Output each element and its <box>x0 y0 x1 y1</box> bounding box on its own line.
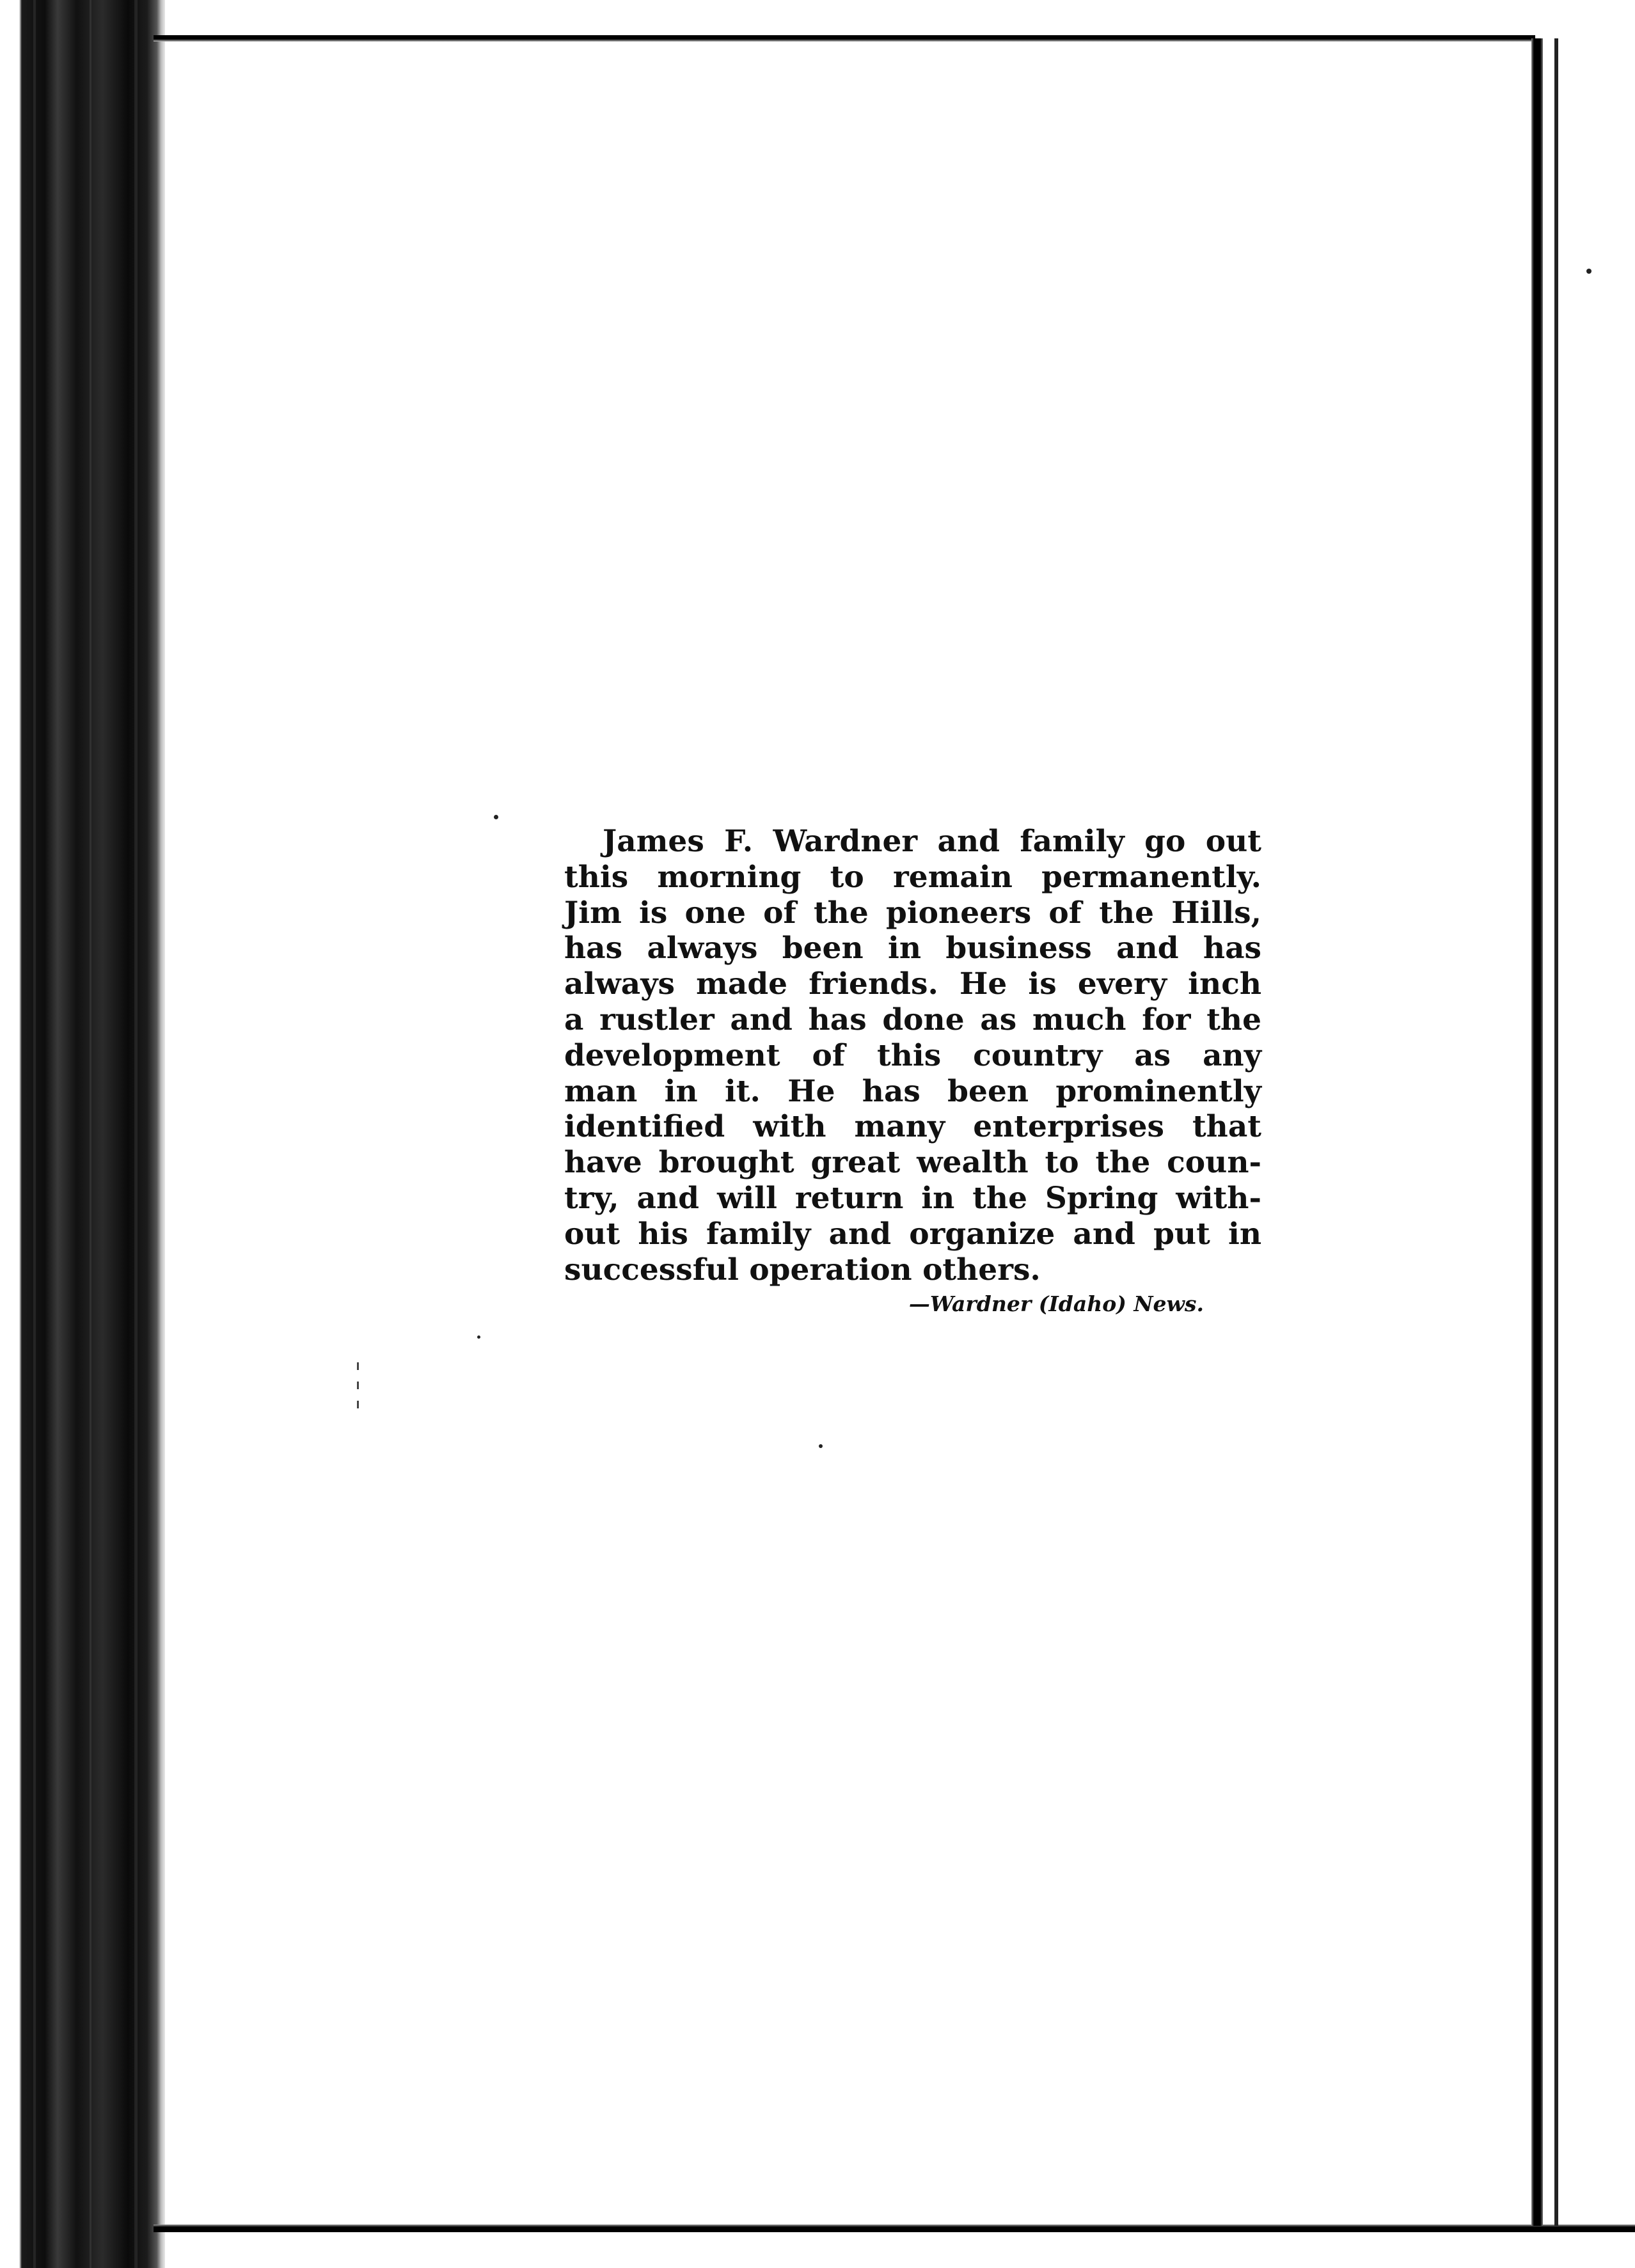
book-binding <box>0 0 165 2268</box>
clipping-line: Jim is one of the pioneers of the Hills, <box>564 895 1261 931</box>
clipping-paragraph <box>564 824 1261 1288</box>
clipping-source: —Wardner (Idaho) News. <box>908 1291 1204 1317</box>
ink-speck <box>357 1382 359 1389</box>
clipping-line: have brought great wealth to the coun- <box>564 1145 1261 1181</box>
ink-speck <box>357 1401 359 1408</box>
page-bottom-edge <box>154 2225 1635 2232</box>
clipping-line: this morning to remain permanently. <box>564 859 1261 895</box>
clipping-line: has always been in business and has <box>564 931 1261 966</box>
ink-speck <box>477 1335 480 1339</box>
adjacent-page-edge <box>1554 38 1558 2226</box>
binding-streak <box>134 0 138 2268</box>
right-page-edge <box>1531 38 1543 2226</box>
clipping-line: out his family and organize and put in <box>564 1216 1261 1252</box>
clipping-line: man in it. He has been prominently <box>564 1073 1261 1109</box>
clipping-line: try, and will return in the Spring with- <box>564 1180 1261 1216</box>
clipping-line: a rustler and has done as much for the <box>564 1002 1261 1037</box>
page-top-edge <box>154 35 1535 42</box>
ink-speck <box>1586 269 1592 274</box>
clipping-line: development of this country as any <box>564 1037 1261 1073</box>
clipping-line: successful operation others. <box>564 1252 1041 1288</box>
newspaper-clipping <box>564 824 1261 1316</box>
ink-speck <box>494 815 498 819</box>
clipping-line: identified with many enterprises that <box>564 1109 1261 1145</box>
ink-speck <box>357 1362 359 1370</box>
clipping-line: James F. Wardner and family go out <box>603 824 1261 859</box>
clipping-line: always made friends. He is every inch <box>564 966 1261 1002</box>
binding-streak <box>33 0 36 2268</box>
binding-streak <box>90 0 91 2268</box>
ink-speck <box>819 1444 823 1448</box>
